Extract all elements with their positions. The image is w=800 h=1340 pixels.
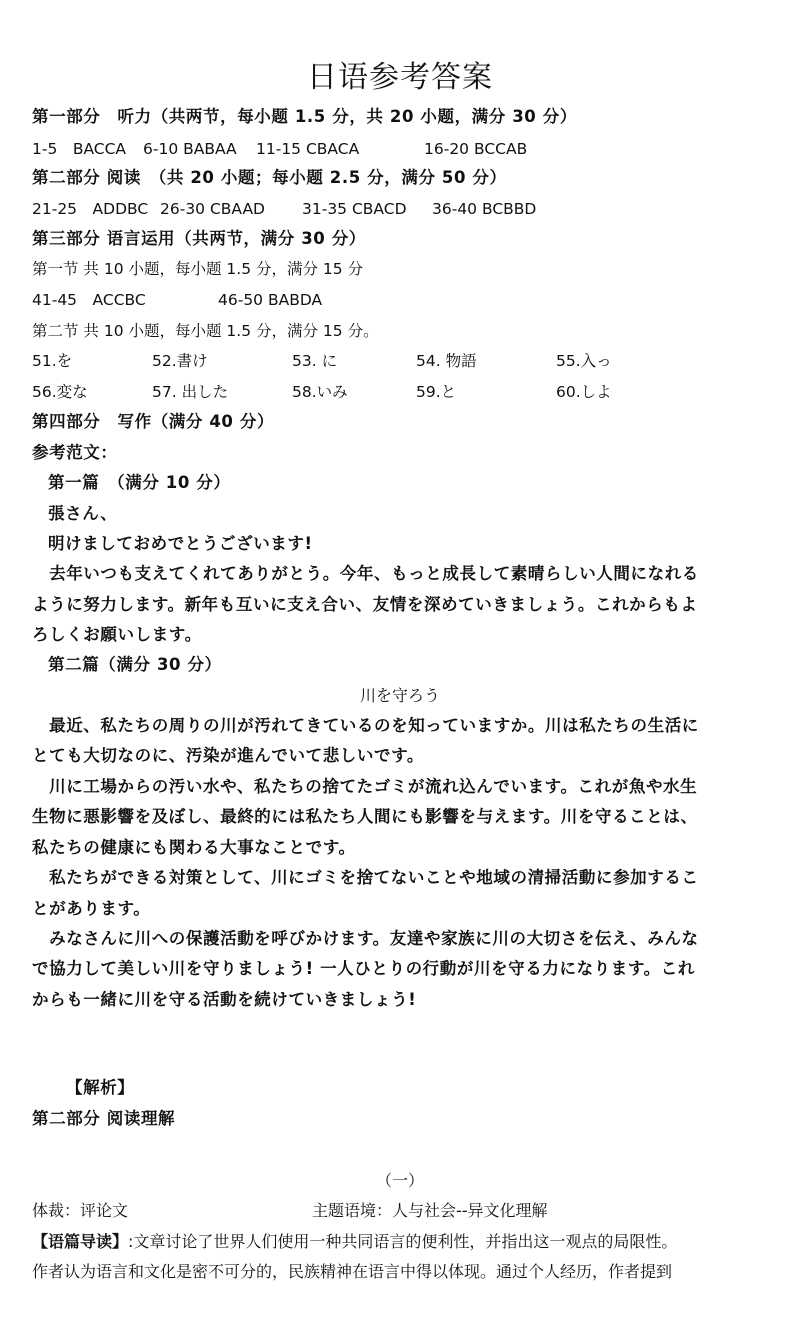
- part3-answer: 46-50 BABDA: [218, 291, 323, 309]
- blank-answer: 52.書け: [152, 352, 208, 370]
- part2-answer: 31-35 CBACD: [302, 200, 407, 218]
- part1-heading: 第一部分 听力（共两节，每小题 1.5 分，共 20 小题，满分 30 分）: [32, 107, 577, 126]
- blank-answer: 53. に: [292, 352, 338, 370]
- essay1-heading: 第一篇 （满分 10 分）: [48, 473, 231, 492]
- blank-answer: 55.入っ: [556, 352, 612, 370]
- part3-section2: 第二节 共 10 小题，每小题 1.5 分，满分 15 分。: [32, 322, 379, 340]
- essay2-line: 生物に悪影響を及ぼし、最終的には私たち人間にも影響を与えます。川を守ることは、: [32, 807, 698, 826]
- part2-answer: 21-25 ADDBC: [32, 200, 149, 218]
- analysis-section-number: （一）: [375, 1171, 424, 1190]
- essay1-line: 去年いつも支えてくれてありがとう。今年、もっと成長して素晴らしい人間になれる: [32, 564, 699, 583]
- analysis-guide-line: 作者认为语言和文化是密不可分的，民族精神在语言中得以体现。通过个人经历，作者提到: [32, 1262, 673, 1281]
- essay2-line: 最近、私たちの周りの川が汚れてきているのを知っていますか。川は私たちの生活に: [32, 716, 699, 735]
- analysis-genre: 体裁：评论文: [32, 1201, 129, 1220]
- essay2-line: とがあります。: [32, 899, 151, 918]
- part2-answer: 36-40 BCBBD: [432, 200, 537, 218]
- essay2-line: 私たちができる対策として、川にゴミを捨てないことや地域の清掃活動に参加するこ: [32, 868, 699, 887]
- essay2-title: 川を守ろう: [359, 686, 440, 705]
- blank-answer: 60.しよ: [556, 383, 612, 401]
- part3-heading: 第三部分 语言运用（共两节，满分 30 分）: [32, 229, 366, 248]
- part1-answer: 1-5 BACCA: [32, 140, 127, 158]
- guide-label: 【语篇导读】: [32, 1232, 129, 1251]
- essay2-line: 私たちの健康にも関わる大事なことです。: [32, 838, 356, 857]
- essay2-line: からも一緒に川を守る活動を続けていきましょう!: [32, 990, 417, 1009]
- essay2-line: で協力して美しい川を守りましょう! 一人ひとりの行動が川を守る力になります。これ: [32, 959, 695, 978]
- blank-answer: 51.を: [32, 352, 73, 370]
- essay2-heading: 第二篇（满分 30 分）: [48, 655, 222, 674]
- part4-heading: 第四部分 写作（满分 40 分）: [32, 412, 275, 431]
- essay1-line: ように努力します。新年も互いに支え合い、友情を深めていきましょう。これからもよ: [32, 595, 698, 614]
- page-title: 日语参考答案: [307, 60, 493, 95]
- blank-answer: 59.と: [416, 383, 457, 401]
- part2-answer: 26-30 CBAAD: [160, 200, 265, 218]
- blank-answer: 58.いみ: [292, 383, 348, 401]
- blank-answer: 56.変な: [32, 383, 88, 401]
- part2-heading: 第二部分 阅读 （共 20 小题；每小题 2.5 分，满分 50 分）: [32, 168, 507, 187]
- essay2-line: 川に工場からの汚い水や、私たちの捨てたゴミが流れ込んでいます。これが魚や水生: [32, 777, 698, 796]
- essay2-line: とても大切なのに、汚染が進んでいて悲しいです。: [32, 746, 424, 765]
- essay1-line: 明けましておめでとうございます!: [48, 534, 313, 553]
- blank-answer: 57. 出した: [152, 383, 229, 401]
- guide-text: :文章讨论了世界人们使用一种共同语言的便利性，并指出这一观点的局限性。: [128, 1232, 678, 1251]
- essay1-line: 張さん、: [48, 504, 118, 523]
- analysis-theme: 主题语境：人与社会--异文化理解: [312, 1201, 548, 1220]
- analysis-part-heading: 第二部分 阅读理解: [32, 1109, 176, 1128]
- blank-answer: 54. 物語: [416, 352, 477, 370]
- essay1-line: ろしくお願いします。: [32, 625, 202, 644]
- sample-label: 参考范文：: [32, 443, 118, 462]
- essay2-line: みなさんに川への保護活動を呼びかけます。友達や家族に川の大切さを伝え、みんな: [32, 929, 699, 948]
- part3-answer: 41-45 ACCBC: [32, 291, 146, 309]
- analysis-guide-line: [32, 1231, 677, 1253]
- part1-answer: 6-10 BABAA: [143, 140, 237, 158]
- part3-section1: 第一节 共 10 小题，每小题 1.5 分，满分 15 分: [32, 260, 364, 278]
- part1-answer: 11-15 CBACA: [256, 140, 360, 158]
- part1-answer: 16-20 BCCAB: [424, 140, 528, 158]
- analysis-label: 【解析】: [66, 1078, 135, 1097]
